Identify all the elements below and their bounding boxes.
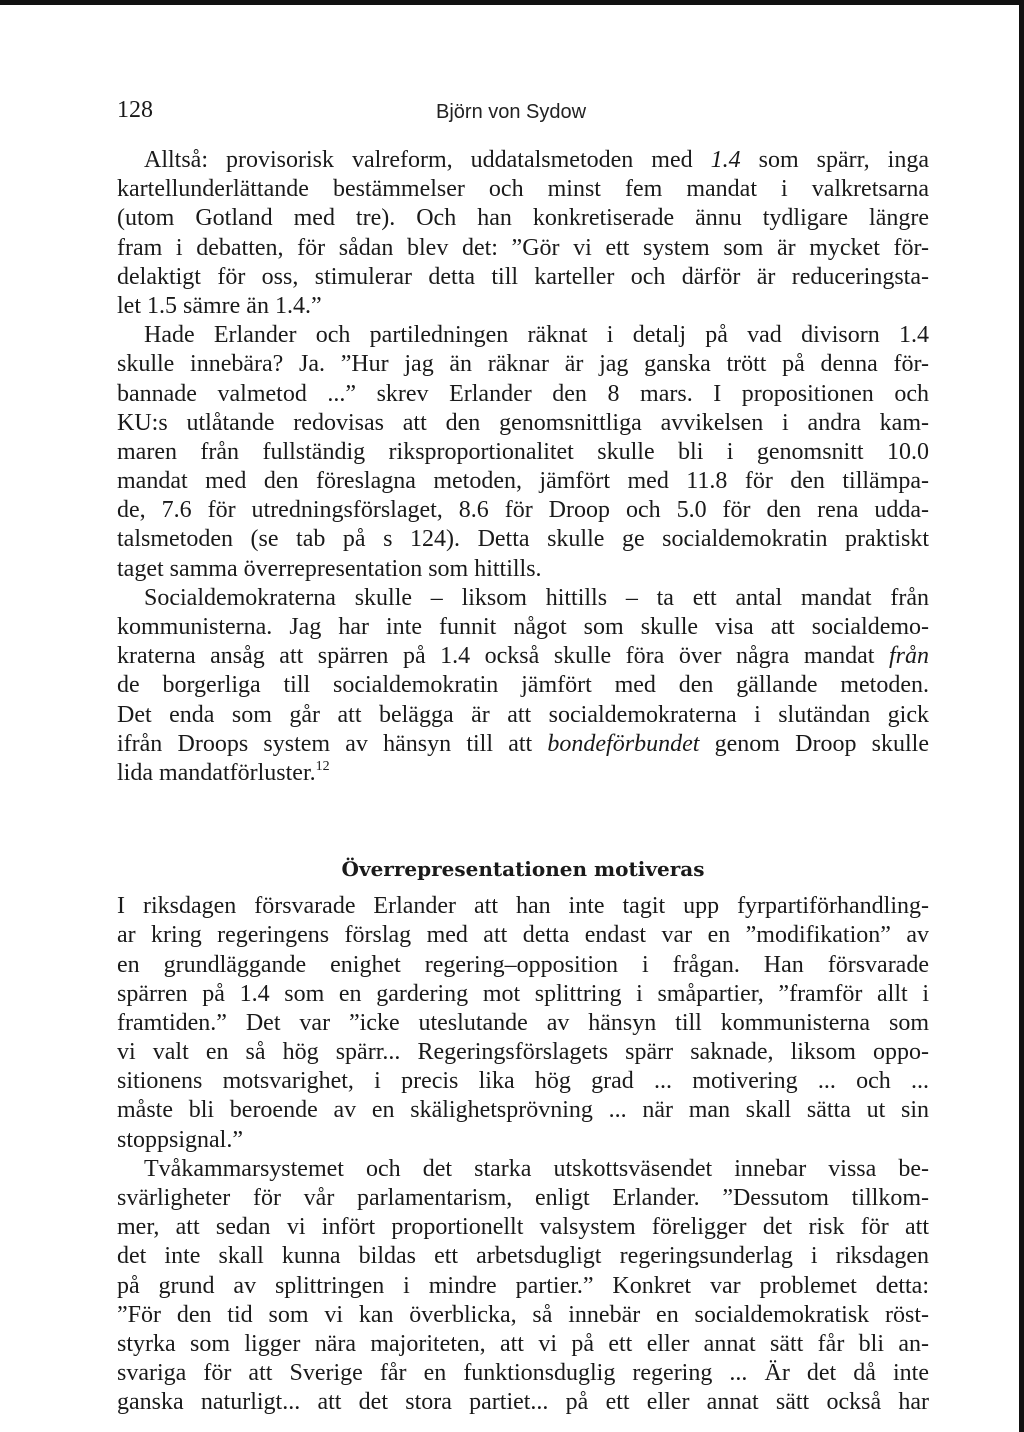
section-heading: Överrepresentationen motiveras [341,857,705,882]
text-line: sitionens motsvarighet, i precis lika hög grad ... motivering ... och ... [117,1068,929,1095]
text-line: de, 7.6 för utredningsförslaget, 8.6 för Droop och 5.0 för den rena udda- [117,497,929,524]
scan-edge-right [1019,0,1024,1432]
text-line: svariga för att Sverige får en funktionsduglig regering ... Är det då inte [117,1360,929,1387]
text-line: let 1.5 sämre än 1.4.” [117,292,322,319]
text-line: Socialdemokraterna skulle – liksom hittills – ta ett antal mandat från [144,584,929,611]
text-line: stoppsignal.” [117,1126,243,1153]
text-line: kommunisterna. Jag har inte funnit något som skulle visa att socialdemo- [117,614,929,640]
text-line: spärren på 1.4 som en gardering mot splittring i småpartier, ”framför allt i [117,980,929,1007]
paragraph [117,892,929,1155]
text-line: svärligheter för vår parlamentarism, enligt Erlander. ”Dessutom tillkom- [117,1185,929,1211]
running-head: Björn von Sydow [436,101,587,123]
text-line: kartellunderlättande bestämmelser och minst fem mandat i valkretsarna [117,176,929,203]
paragraph [117,1155,929,1418]
text-line: ganska naturligt... att det stora partiet... på ett eller annat sätt också har [117,1389,929,1416]
text-line: Tvåkammarsystemet och det starka utskottsväsendet innebar vissa be- [144,1155,929,1182]
text-line: bannade valmetod ...” skrev Erlander den 8 mars. I propositionen och [117,380,929,407]
text-line: KU:s utlåtande redovisas att den genomsnittliga avvikelsen i andra kam- [117,409,929,436]
text-line: kraterna ansåg att spärren på 1.4 också skulle föra över några mandat från [117,643,929,670]
text-line: talsmetoden (se tab på s 124). Detta skulle ge socialdemokratin praktiskt [117,526,929,553]
text-line: de borgerliga till socialdemokratin jämfört med den gällande metoden. [117,672,929,699]
text-line: det inte skall kunna bildas ett arbetsdugligt regeringsunderlag i riksdagen [117,1243,929,1270]
text-line: lida mandatförluster.$^{12}$ [117,758,330,786]
page-number: 128 [117,97,153,123]
italic-emphasis: 1.4 [710,147,741,173]
text-line: taget samma överrepresentation som hittills. [117,555,542,582]
paragraph [117,321,929,584]
footnote-reference: 12 [315,758,330,774]
text-line: fram i debatten, för sådan blev det: ”Gör vi ett system som är mycket för- [117,234,929,261]
text-line: vi valt en så hög spärr... Regeringsförslagets spärr saknade, liksom oppo- [117,1039,929,1066]
italic-emphasis: bondeförbundet [547,730,700,757]
body-text [117,146,929,1418]
italic-emphasis: från [888,643,929,670]
text-line: Hade Erlander och partiledningen räknat i detalj på vad divisorn 1.4 [144,322,929,349]
text-line: måste bli beroende av en skälighetsprövning ... när man skall sätta ut sin [117,1097,929,1124]
text-line: maren från fullständig riksproportionalitet skulle bli i genomsnitt 10.0 [117,438,929,465]
text-line: på grund av splittringen i mindre partier.” Konkret var problemet detta: [117,1272,929,1299]
scan-edge-top [0,0,1024,5]
text-line: ar kring regeringens förslag med att detta endast var en ”modifikation” av [117,922,929,949]
text-line: ”För den tid som vi kan överblicka, så innebär en socialdemokratisk röst- [117,1301,929,1328]
text-line: ifrån Droops system av hänsyn till att bondeförbundet genom Droop skulle [117,730,929,757]
text-line: mandat med den föreslagna metoden, jämfört med 11.8 för den tillämpa- [117,468,929,495]
text-line: delaktigt för oss, stimulerar detta till karteller och därför är reduceringsta- [117,263,929,290]
text-line: mer, att sedan vi infört proportionellt valsystem föreligger det risk för att [117,1214,929,1241]
text-line: Det enda som går att belägga är att socialdemokraterna i slutändan gick [117,701,929,728]
text-line: (utom Gotland med tre). Och han konkretiserade ännu tydligare längre [117,205,929,232]
text-line: en grundläggande enighet regering–opposition i frågan. Han försvarade [117,951,929,978]
text-line: styrka som ligger nära majoriteten, att vi på ett eller annat sätt får bli an- [117,1330,929,1357]
text-line: skulle innebära? Ja. ”Hur jag än räknar är jag ganska trött på denna för- [117,351,929,378]
text-line: framtiden.” Det var ”icke uteslutande av hänsyn till kommunisterna som [117,1009,929,1036]
paragraph [117,146,929,321]
paragraph [117,584,929,788]
text-line: I riksdagen försvarade Erlander att han inte tagit upp fyrpartiförhandling- [117,893,929,920]
text-line: Alltså: provisorisk valreform, uddatalsmetoden med 1.4 som spärr, inga [144,147,930,173]
